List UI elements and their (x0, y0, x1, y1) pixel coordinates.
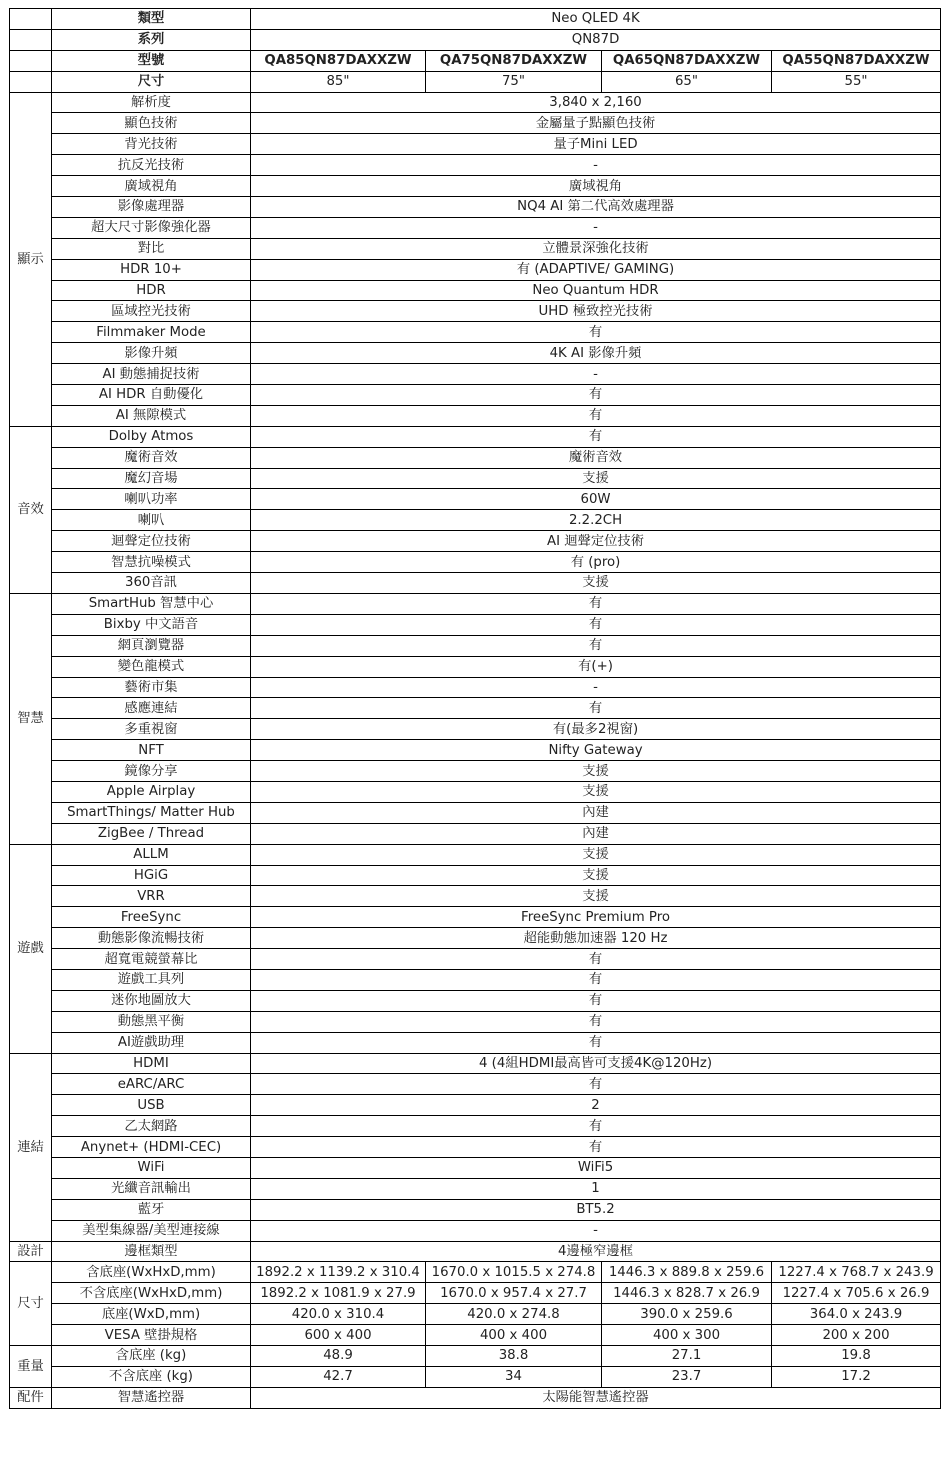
spec-row (10, 928, 941, 949)
spec-row (10, 1116, 941, 1137)
spec-value: 有 (251, 990, 941, 1011)
spec-value: - (251, 1220, 941, 1241)
spec-value: - (251, 364, 941, 385)
spec-value: 太陽能智慧遙控器 (251, 1387, 941, 1408)
size-cell: 65" (602, 71, 772, 92)
spec-row (10, 1262, 941, 1283)
header-row-type (10, 9, 941, 30)
spec-row (10, 969, 941, 990)
spec-row (10, 761, 941, 782)
spec-value: 支援 (251, 468, 941, 489)
spec-label: Filmmaker Mode (52, 322, 251, 343)
spec-row (10, 1157, 941, 1178)
spec-value: 有 (251, 426, 941, 447)
spec-value: 內建 (251, 802, 941, 823)
spec-label: 不含底座 (kg) (52, 1366, 251, 1387)
spec-row (10, 1137, 941, 1158)
spec-row (10, 531, 941, 552)
spec-row (10, 1283, 941, 1304)
spec-value: 1892.2 x 1081.9 x 27.9 (251, 1283, 426, 1304)
blank-corner (10, 9, 52, 30)
category-cell: 遊戲 (10, 844, 52, 1053)
spec-row (10, 510, 941, 531)
category-cell: 音效 (10, 426, 52, 593)
spec-label: Bixby 中文語音 (52, 614, 251, 635)
spec-row (10, 322, 941, 343)
spec-label: 感應連結 (52, 698, 251, 719)
spec-value: NQ4 AI 第二代高效處理器 (251, 197, 941, 218)
spec-row (10, 740, 941, 761)
spec-row (10, 719, 941, 740)
spec-label: 區域控光技術 (52, 301, 251, 322)
spec-row (10, 552, 941, 573)
spec-label: 超大尺寸影像強化器 (52, 217, 251, 238)
spec-row (10, 385, 941, 406)
spec-row (10, 865, 941, 886)
spec-value: 27.1 (602, 1346, 772, 1367)
spec-label: FreeSync (52, 907, 251, 928)
spec-label: 喇叭功率 (52, 489, 251, 510)
category-cell: 尺寸 (10, 1262, 52, 1346)
spec-row (10, 990, 941, 1011)
spec-value: 有 (251, 322, 941, 343)
category-cell: 連結 (10, 1053, 52, 1241)
spec-row (10, 781, 941, 802)
spec-label: 迴聲定位技術 (52, 531, 251, 552)
spec-table-container (9, 8, 941, 1409)
spec-row (10, 1199, 941, 1220)
spec-value: 有 (251, 1116, 941, 1137)
header-model-label: 型號 (52, 50, 251, 71)
spec-label: NFT (52, 740, 251, 761)
spec-label: 動態黑平衡 (52, 1011, 251, 1032)
spec-label: 魔術音效 (52, 447, 251, 468)
spec-label: USB (52, 1095, 251, 1116)
spec-label: 360音訊 (52, 573, 251, 594)
spec-label: 多重視窗 (52, 719, 251, 740)
spec-value: 支援 (251, 844, 941, 865)
spec-row (10, 447, 941, 468)
spec-value: FreeSync Premium Pro (251, 907, 941, 928)
spec-value: 立體景深強化技術 (251, 238, 941, 259)
spec-value: 有 (251, 405, 941, 426)
spec-label: ALLM (52, 844, 251, 865)
spec-label: 喇叭 (52, 510, 251, 531)
spec-label: 底座(WxD,mm) (52, 1304, 251, 1325)
spec-value: 42.7 (251, 1366, 426, 1387)
header-series-value: QN87D (251, 29, 941, 50)
spec-value: 364.0 x 243.9 (772, 1304, 941, 1325)
spec-label: 背光技術 (52, 134, 251, 155)
spec-value: 19.8 (772, 1346, 941, 1367)
spec-label: 不含底座(WxHxD,mm) (52, 1283, 251, 1304)
spec-value: 有 (251, 385, 941, 406)
spec-row (10, 280, 941, 301)
spec-row (10, 155, 941, 176)
spec-row (10, 489, 941, 510)
spec-row (10, 1011, 941, 1032)
spec-label: Apple Airplay (52, 781, 251, 802)
spec-value: 1446.3 x 889.8 x 259.6 (602, 1262, 772, 1283)
blank-corner (10, 29, 52, 50)
spec-value: 支援 (251, 865, 941, 886)
spec-value: AI 迴聲定位技術 (251, 531, 941, 552)
spec-label: 對比 (52, 238, 251, 259)
spec-row (10, 1032, 941, 1053)
spec-row (10, 1325, 941, 1346)
blank-corner (10, 71, 52, 92)
spec-value: 1892.2 x 1139.2 x 310.4 (251, 1262, 426, 1283)
spec-value: 48.9 (251, 1346, 426, 1367)
category-cell: 設計 (10, 1241, 52, 1262)
spec-label: SmartHub 智慧中心 (52, 593, 251, 614)
spec-value: 量子Mini LED (251, 134, 941, 155)
spec-row (10, 823, 941, 844)
spec-row (10, 1241, 941, 1262)
spec-row (10, 1387, 941, 1408)
spec-value: 支援 (251, 781, 941, 802)
header-size-label: 尺寸 (52, 71, 251, 92)
spec-label: Dolby Atmos (52, 426, 251, 447)
spec-label: 超寬電競螢幕比 (52, 949, 251, 970)
model-cell: QA65QN87DAXXZW (602, 50, 772, 71)
spec-row (10, 134, 941, 155)
spec-row (10, 614, 941, 635)
spec-row (10, 907, 941, 928)
spec-value: 有(+) (251, 656, 941, 677)
spec-row (10, 698, 941, 719)
spec-label: VRR (52, 886, 251, 907)
spec-table (9, 8, 941, 1409)
spec-label: AI 動態捕捉技術 (52, 364, 251, 385)
category-cell: 重量 (10, 1346, 52, 1388)
spec-label: 邊框類型 (52, 1241, 251, 1262)
spec-row (10, 426, 941, 447)
spec-label: HDR (52, 280, 251, 301)
spec-label: 影像處理器 (52, 197, 251, 218)
spec-value: 34 (426, 1366, 602, 1387)
spec-label: 抗反光技術 (52, 155, 251, 176)
model-cell: QA85QN87DAXXZW (251, 50, 426, 71)
spec-value: - (251, 677, 941, 698)
spec-row (10, 176, 941, 197)
category-cell: 顯示 (10, 92, 52, 426)
spec-value: 2.2.2CH (251, 510, 941, 531)
spec-row (10, 886, 941, 907)
spec-value: 1446.3 x 828.7 x 26.9 (602, 1283, 772, 1304)
spec-value: 3,840 x 2,160 (251, 92, 941, 113)
spec-label: 網頁瀏覽器 (52, 635, 251, 656)
spec-value: 420.0 x 310.4 (251, 1304, 426, 1325)
spec-value: 支援 (251, 573, 941, 594)
spec-row (10, 844, 941, 865)
spec-value: 400 x 400 (426, 1325, 602, 1346)
spec-value: 有 (251, 593, 941, 614)
header-row-series (10, 29, 941, 50)
size-cell: 55" (772, 71, 941, 92)
spec-row (10, 573, 941, 594)
spec-value: 4 (4組HDMI最高皆可支援4K@120Hz) (251, 1053, 941, 1074)
spec-row (10, 1074, 941, 1095)
spec-value: 1227.4 x 768.7 x 243.9 (772, 1262, 941, 1283)
spec-label: 顯色技術 (52, 113, 251, 134)
spec-label: 變色龍模式 (52, 656, 251, 677)
spec-row (10, 468, 941, 489)
spec-value: 有 (251, 635, 941, 656)
spec-label: 智慧遙控器 (52, 1387, 251, 1408)
spec-value: Neo Quantum HDR (251, 280, 941, 301)
spec-label: AI 無隙模式 (52, 405, 251, 426)
spec-value: - (251, 155, 941, 176)
spec-row (10, 677, 941, 698)
spec-row (10, 301, 941, 322)
spec-value: 390.0 x 259.6 (602, 1304, 772, 1325)
spec-value: 金屬量子點顯色技術 (251, 113, 941, 134)
spec-label: VESA 壁掛規格 (52, 1325, 251, 1346)
spec-row (10, 217, 941, 238)
spec-value: - (251, 217, 941, 238)
spec-value: 1 (251, 1178, 941, 1199)
blank-corner (10, 50, 52, 71)
spec-row (10, 405, 941, 426)
category-cell: 配件 (10, 1387, 52, 1408)
model-cell: QA75QN87DAXXZW (426, 50, 602, 71)
spec-row (10, 1053, 941, 1074)
header-type-label: 類型 (52, 9, 251, 30)
spec-row (10, 1095, 941, 1116)
spec-value: 有 (251, 1137, 941, 1158)
spec-row (10, 949, 941, 970)
spec-label: 影像升頻 (52, 343, 251, 364)
spec-label: Anynet+ (HDMI-CEC) (52, 1137, 251, 1158)
spec-value: 有 (ADAPTIVE/ GAMING) (251, 259, 941, 280)
spec-value: 38.8 (426, 1346, 602, 1367)
spec-label: 鏡像分享 (52, 761, 251, 782)
spec-row (10, 92, 941, 113)
header-row-model (10, 50, 941, 71)
spec-value: 支援 (251, 761, 941, 782)
spec-value: 有 (251, 949, 941, 970)
spec-value: 1227.4 x 705.6 x 26.9 (772, 1283, 941, 1304)
spec-value: 420.0 x 274.8 (426, 1304, 602, 1325)
spec-label: 含底座(WxHxD,mm) (52, 1262, 251, 1283)
spec-row (10, 1178, 941, 1199)
spec-label: 美型集線器/美型連接線 (52, 1220, 251, 1241)
spec-label: eARC/ARC (52, 1074, 251, 1095)
spec-value: 有 (251, 1011, 941, 1032)
spec-value: 4邊極窄邊框 (251, 1241, 941, 1262)
spec-label: HDMI (52, 1053, 251, 1074)
header-series-label: 系列 (52, 29, 251, 50)
spec-value: 200 x 200 (772, 1325, 941, 1346)
spec-label: WiFi (52, 1157, 251, 1178)
spec-row (10, 259, 941, 280)
size-cell: 85" (251, 71, 426, 92)
size-cell: 75" (426, 71, 602, 92)
spec-value: BT5.2 (251, 1199, 941, 1220)
spec-row (10, 593, 941, 614)
spec-label: 乙太網路 (52, 1116, 251, 1137)
spec-value: 600 x 400 (251, 1325, 426, 1346)
spec-label: 藝術市集 (52, 677, 251, 698)
spec-value: 有 (251, 1074, 941, 1095)
spec-label: 迷你地圖放大 (52, 990, 251, 1011)
spec-label: 遊戲工具列 (52, 969, 251, 990)
spec-value: 有 (251, 969, 941, 990)
spec-label: HGiG (52, 865, 251, 886)
spec-value: 400 x 300 (602, 1325, 772, 1346)
spec-value: 有(最多2視窗) (251, 719, 941, 740)
spec-value: 有 (pro) (251, 552, 941, 573)
spec-label: 魔幻音場 (52, 468, 251, 489)
spec-row (10, 1366, 941, 1387)
spec-value: WiFi5 (251, 1157, 941, 1178)
spec-row (10, 343, 941, 364)
spec-row (10, 238, 941, 259)
spec-value: 超能動態加速器 120 Hz (251, 928, 941, 949)
spec-value: 魔術音效 (251, 447, 941, 468)
spec-label: 廣域視角 (52, 176, 251, 197)
spec-value: Nifty Gateway (251, 740, 941, 761)
spec-label: AI HDR 自動優化 (52, 385, 251, 406)
header-row-size (10, 71, 941, 92)
spec-label: AI遊戲助理 (52, 1032, 251, 1053)
spec-label: 光纖音訊輸出 (52, 1178, 251, 1199)
spec-value: 有 (251, 1032, 941, 1053)
spec-value: 內建 (251, 823, 941, 844)
spec-row (10, 364, 941, 385)
spec-row (10, 802, 941, 823)
spec-row (10, 1220, 941, 1241)
spec-row (10, 1304, 941, 1325)
spec-label: ZigBee / Thread (52, 823, 251, 844)
spec-value: 4K AI 影像升頻 (251, 343, 941, 364)
spec-row (10, 635, 941, 656)
spec-label: 智慧抗噪模式 (52, 552, 251, 573)
spec-row (10, 197, 941, 218)
spec-value: 有 (251, 614, 941, 635)
spec-label: 動態影像流暢技術 (52, 928, 251, 949)
spec-value: 有 (251, 698, 941, 719)
category-cell: 智慧 (10, 593, 52, 844)
spec-value: 23.7 (602, 1366, 772, 1387)
spec-value: 支援 (251, 886, 941, 907)
spec-label: 解析度 (52, 92, 251, 113)
spec-row (10, 1346, 941, 1367)
spec-label: HDR 10+ (52, 259, 251, 280)
model-cell: QA55QN87DAXXZW (772, 50, 941, 71)
spec-label: 含底座 (kg) (52, 1346, 251, 1367)
header-type-value: Neo QLED 4K (251, 9, 941, 30)
spec-value: 17.2 (772, 1366, 941, 1387)
spec-row (10, 113, 941, 134)
spec-label: SmartThings/ Matter Hub (52, 802, 251, 823)
spec-value: 廣域視角 (251, 176, 941, 197)
spec-value: 1670.0 x 957.4 x 27.7 (426, 1283, 602, 1304)
spec-value: 60W (251, 489, 941, 510)
spec-value: 2 (251, 1095, 941, 1116)
spec-label: 藍牙 (52, 1199, 251, 1220)
spec-value: UHD 極致控光技術 (251, 301, 941, 322)
spec-value: 1670.0 x 1015.5 x 274.8 (426, 1262, 602, 1283)
spec-row (10, 656, 941, 677)
